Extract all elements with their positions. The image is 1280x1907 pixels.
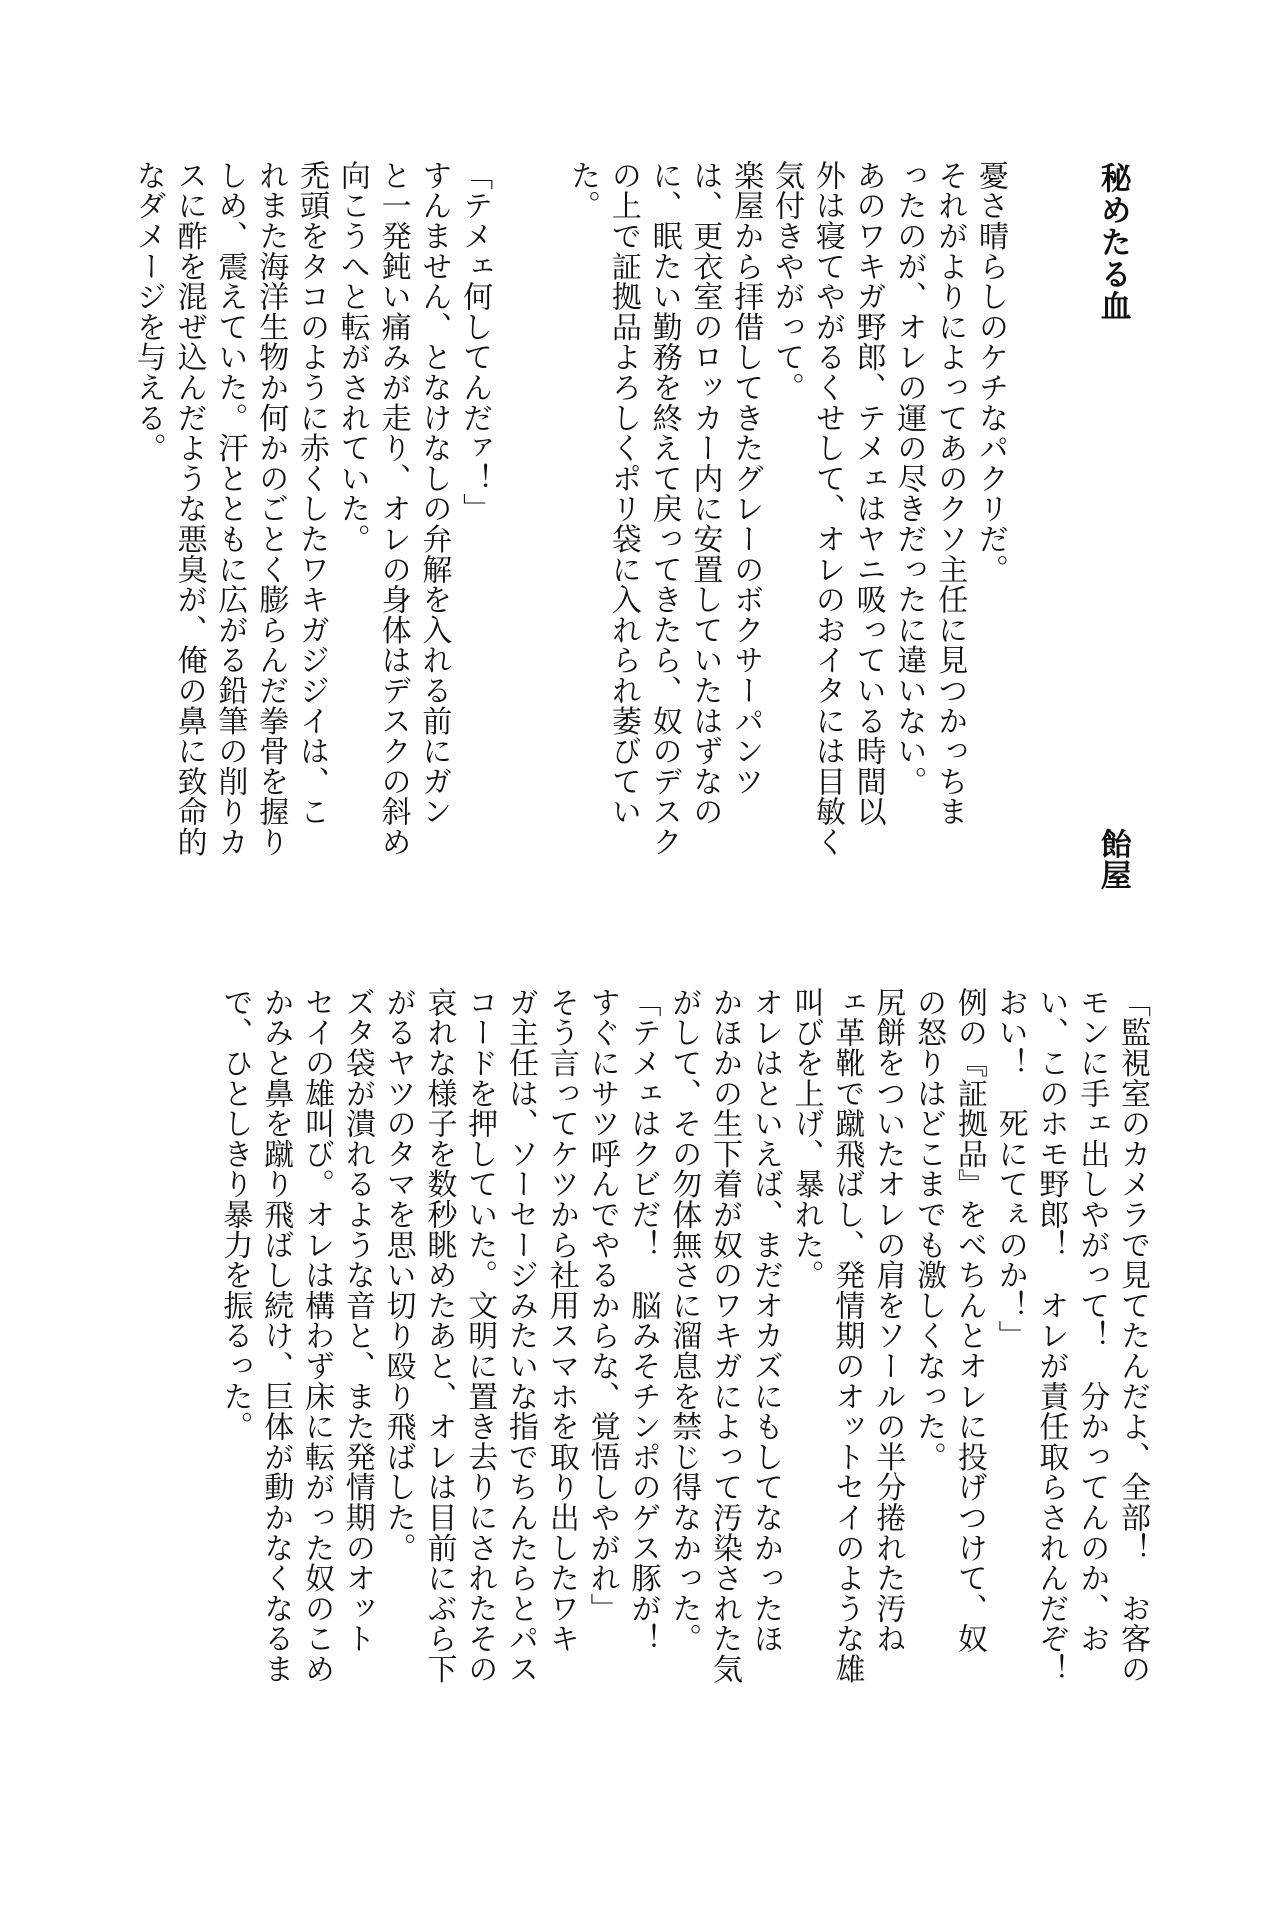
upper-text-block-1: 憂さ晴らしのケチなパクリだ。 それがよりによってあのクソ主任に見つかっちま ったのが、オレの運の尽きだったに違いない。 あのワキガ野郎、テメェはヤニ吸っている時間以 外は寝てやがるくせして、オレのおイタには目敏く 気付きやがって。 楽屋から拝借してきたグレーのボクサーパンツ は、更衣室のロッカー内に安置していたはずなの に、眠たい勤務を終えて戻ってきたら、奴のデスク の上で証拠品よろしくポリ袋に入れられ萎びてい た。	[565, 160, 1008, 857]
lower-text-block: 「監視室のカメラで見てたんだよ、全部！ お客の モンに手ェ出しやがって！ 分かってんのか、お い、このホモ野郎！ オレが責任取らされんだぞ！ おい！ 死にてぇのか！」 例の『証拠品』をべちんとオレに投げつけて、奴 の怒りはどこまでも激しくなった。 尻餅をついたオレの肩をソールの半分捲れた汚ね ェ革靴で蹴飛ばし、発情期のオットセイのような雄 叫びを上げ、暴れた。 オレはといえば、まだオカズにもしてなかったほ かほかの生下着が奴のワキガによって汚染された気 がして、その勿体無さに溜息を禁じ得なかった。 「テメェはクビだ！ 脳みそチンポのゲス豚が！ すぐにサツ呼んでやるからな、覚悟しやがれ」 そう言ってケツから社用スマホを取り出したワキ ガ主任は、ソーセージみたいな指でちんたらとパス コードを押していた。文明に置き去りにされたその 哀れな様子を数秒眺めたあと、オレは目前にぶら下 がるヤツのタマを思い切り殴り飛ばした。 ズタ袋が潰れるような音と、また発情期のオット セイの雄叫び。オレは構わず床に転がった奴のこめ かみと鼻を蹴り飛ばし続け、巨体が動かなくなるま で、ひとしきり暴力を振るった。	[217, 987, 1150, 1684]
story-author: 飴屋	[1094, 828, 1131, 891]
story-title: 秘めたる血	[1094, 162, 1131, 322]
upper-text-block-2: 「テメェ何してんだァ！」 すんません、となけなしの弁解を入れる前にガン と一発鈍い痛みが走り、オレの身体はデスクの斜め 向こうへと転がされていた。 禿頭をタコのように赤くしたワキガジジイは、こ れまた海洋生物か何かのごとく膨らんだ拳骨を握り しめ、震えていた。汗とともに広がる鉛筆の削りカ スに酢を混ぜ込んだような悪臭が、俺の鼻に致命的 なダメージを与える。	[130, 160, 493, 857]
